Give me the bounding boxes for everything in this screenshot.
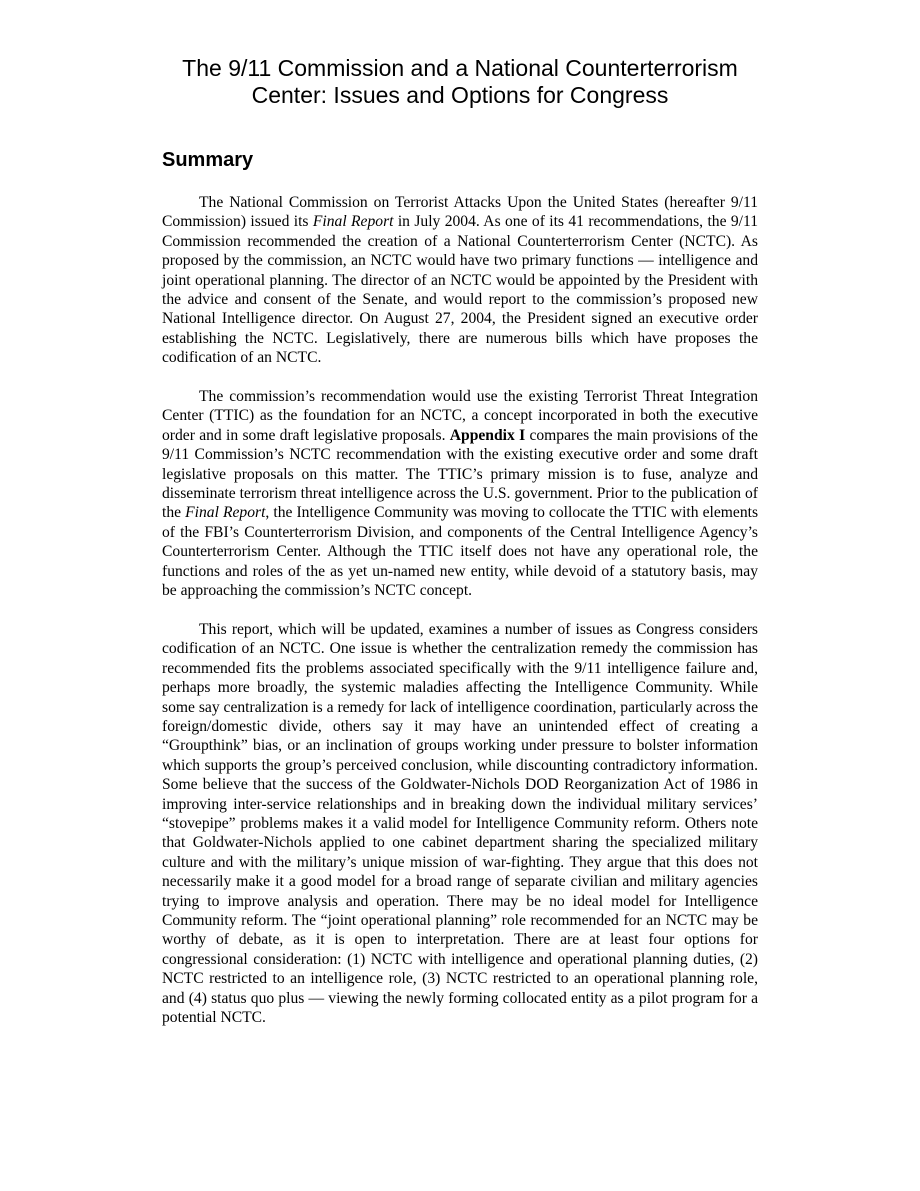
summary-paragraph-1 [162,193,758,368]
report-title-reference: Final Report [312,213,394,231]
summary-paragraph-3 [162,620,758,1028]
paragraph-text: , the Intelligence Community was moving to collocate the TTIC with elements of the FBI’s Counterterrorism Division, and components of the Central Intelligence Agency’s Counterterrorism Center. Although the TTIC itself does not have any operational role, the functions and roles of the as yet un-named new entity, while devoid of a statutory basis, may be approaching the commission’s NCTC concept. [162,504,759,600]
summary-heading: Summary [162,149,254,171]
paragraph-text: The commission’s recommendation would use the existing Terrorist Threat Integration Center (TTIC) as the foundation for an NCTC, a concept incorporated in both the executive order and in some draft legislative proposals. [162,388,758,444]
report-title-reference: Final Report [185,504,266,522]
report-title-line-2: Center: Issues and Options for Congress [251,82,669,108]
paragraph-text: This report, which will be updated, examines a number of issues as Congress considers codification of an NCTC. One issue is whether the centralization remedy the commission has recommended fits the problems associated specifically with the 9/11 intelligence failure and, perhaps more broadly, the systemic maladies affecting the Intelligence Community. While some say centralization is a remedy for lack of intelligence coordination, particularly across the foreign/domestic divide, others say it may have an unintended effect of creating a “Groupthink” bias, or an inclination of groups working under pressure to bolster information which supports the group’s perceived conclusion, while discounting contradictory information. Some believe that the success of the Goldwater-Nichols DOD Reorganization Act of 1986 in improving inter-service relationships and in breaking down the individual military services’ “stovepipe” problems makes it a valid model for Intelligence Community reform. Others note that Goldwater-Nichols applied to one cabinet department sharing the specialized military culture and with the military’s unique mission of war-fighting. They argue that this does not necessarily make it a good model for a broad range of separate civilian and military agencies trying to improve analysis and operation. There may be no ideal model for Intelligence Community reform. The “joint operational planning” role recommended for an NCTC may be worthy of debate, as it is open to interpretation. There are at least four options for congressional consideration: (1) NCTC with intelligence and operational planning duties, (2) NCTC restricted to an intelligence role, (3) NCTC restricted to an operational planning role, and (4) status quo plus — viewing the newly forming collocated entity as a pilot program for a potential NCTC. [162,620,758,1027]
paragraph-text: The National Commission on Terrorist Attacks Upon the United States (hereafter 9/11 Commission) issued its [162,194,758,231]
summary-body [162,193,758,1027]
paragraph-text: in July 2004. As one of its 41 recommendations, the 9/11 Commission recommended the creation of a National Counterterrorism Center (NCTC). As proposed by the commission, an NCTC would have two primary functions — intelligence and joint operational planning. The director of an NCTC would be appointed by the President with the advice and consent of the Senate, and would report to the commission’s proposed new National Intelligence director. On August 27, 2004, the President signed an executive order establishing the NCTC. Legislatively, there are numerous bills which have proposes the codification of an NCTC. [162,213,759,367]
report-title [162,55,758,109]
report-title-line-1: The 9/11 Commission and a National Counterterrorism [182,55,738,81]
paragraph-text: compares the main provisions of the 9/11 Commission’s NCTC recommendation with the existing executive order and some draft legislative proposals on this matter. The TTIC’s primary mission is to fuse, analyze and disseminate terrorism threat intelligence across the U.S. government. Prior to the publication of the [162,426,758,522]
summary-paragraph-2 [162,387,758,600]
appendix-reference: Appendix I [449,426,526,444]
